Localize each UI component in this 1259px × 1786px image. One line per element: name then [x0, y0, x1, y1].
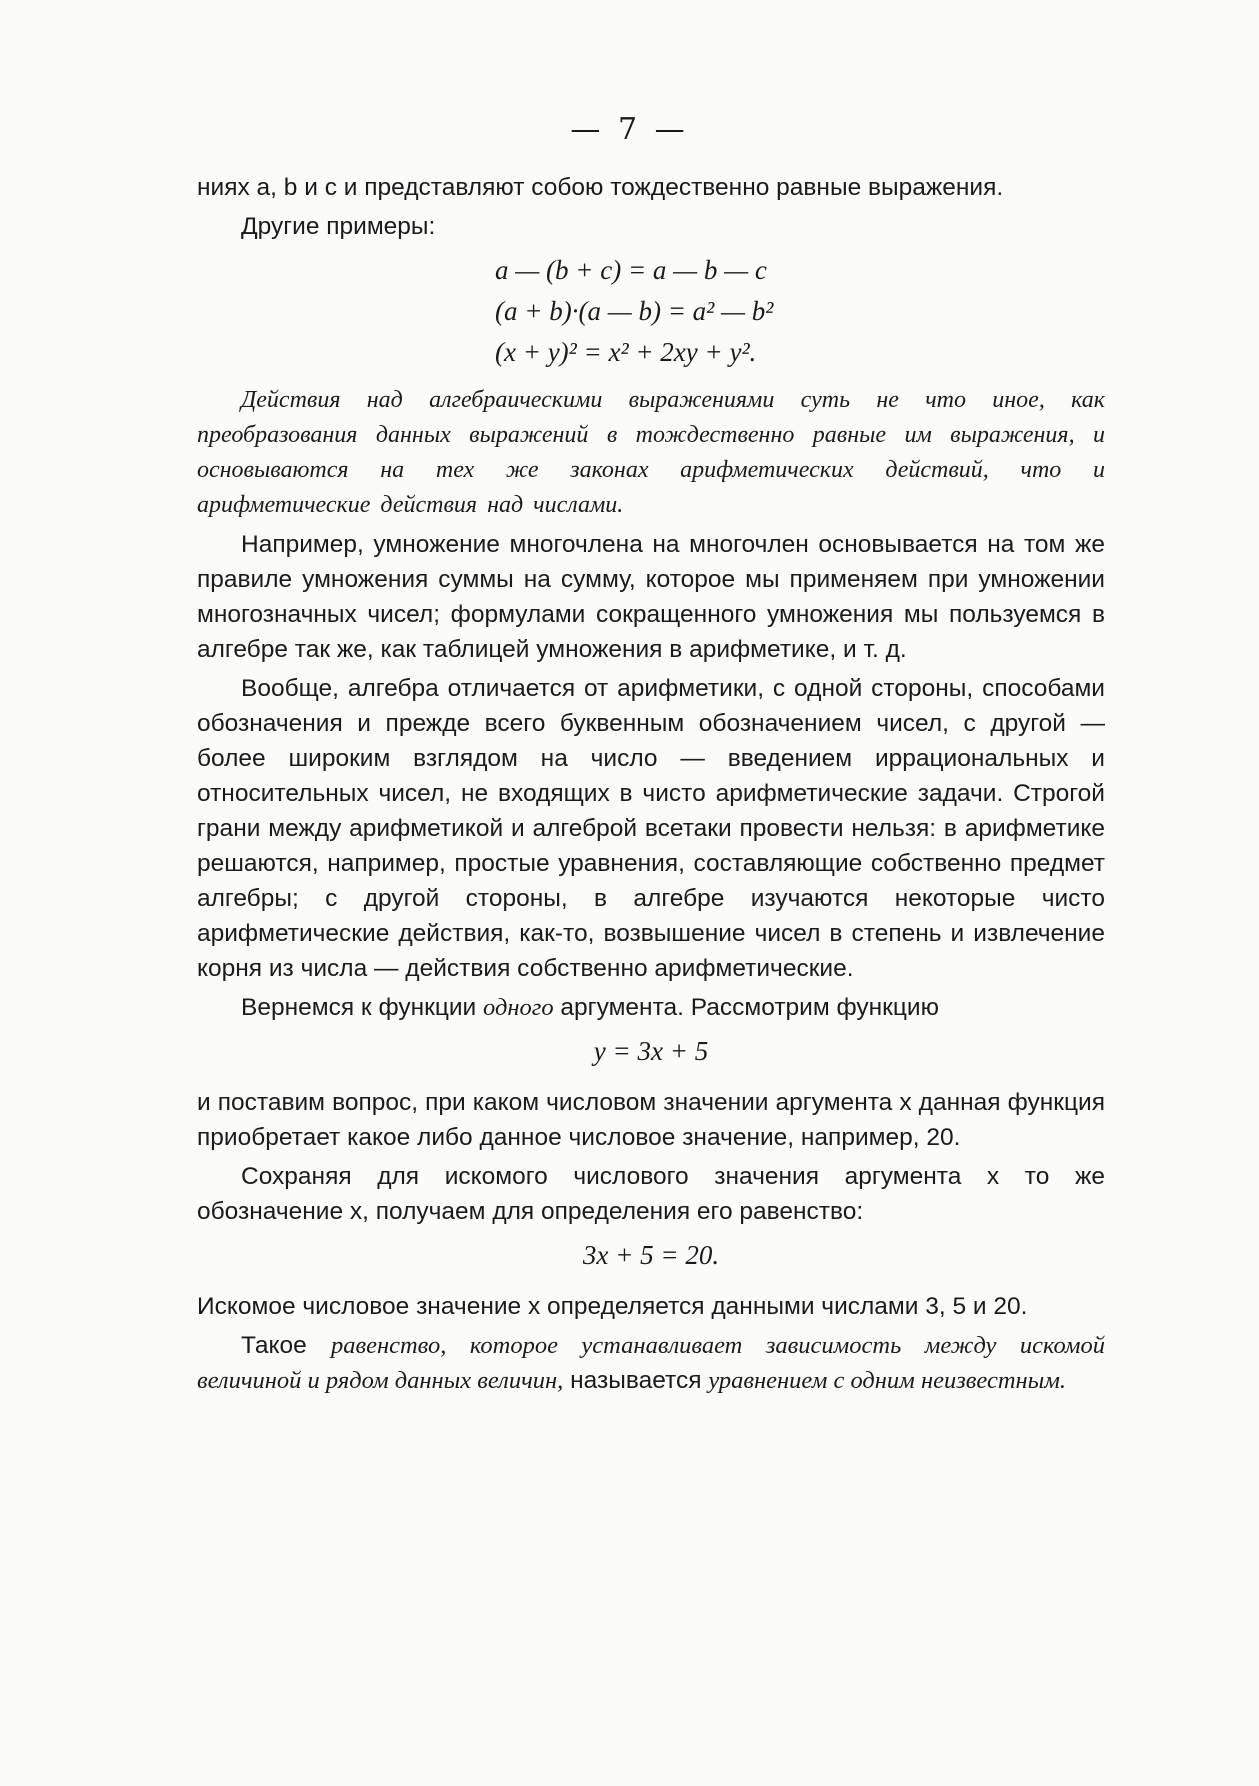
paragraph-9: Искомое числовое значение x определяется данными числами 3, 5 и 20. — [197, 1293, 1028, 1320]
formula-2: (a + b)·(a — b) = a² — b² — [495, 296, 774, 326]
paragraph-6-end: аргумента. Рассмотрим функцию — [560, 994, 939, 1021]
paragraph-6 — [197, 990, 1105, 1025]
formula-1: a — (b + c) = a — b — c — [495, 255, 767, 285]
paragraph-6-italic: одного — [483, 994, 554, 1021]
paragraph-10-mid: называется — [570, 1367, 702, 1394]
paragraph-10 — [197, 1328, 1105, 1398]
formula-3: (x + y)² = x² + 2xy + y². — [495, 337, 757, 367]
formula-5: 3x + 5 = 20. — [582, 1240, 720, 1270]
paragraph-6-start: Вернемся к функции — [241, 994, 477, 1021]
paragraph-4: Например, умножение многочлена на многочлен основывается на том же правиле умножения суммы на сумму, которое мы применяем при умножении многозначных чисел; формулами сокращенного умножения мы пользуемся в алгебре так же, как таблицей умножения в арифметике, и т. д. — [197, 531, 1105, 663]
paragraph-3-italic: Действия над алгебраическими выражениями суть не что иное, как преобразования данных выражений в тождественно равные им выражения, и основываются на тех же законах арифметических действий, что и арифметические действия над числами. — [197, 387, 1105, 518]
paragraph-10-italic: равенство, которое устанавливает зависимость между искомой величиной и рядом данных величин, — [197, 1332, 1105, 1394]
paragraph-2: Другие примеры: — [241, 213, 436, 240]
formula-group-examples — [197, 250, 1105, 373]
paragraph-7: и поставим вопрос, при каком числовом значении аргумента x данная функция приобретает какое либо данное числовое значение, например, 20. — [197, 1089, 1105, 1151]
paragraph-10-end-italic: уравнением с одним неизвестным. — [708, 1367, 1067, 1394]
paragraph-5: Вообще, алгебра отличается от арифметики, с одной стороны, способами обозначения и прежде всего буквенным обозначением чисел, с другой — более широким взглядом на число — введением иррациональных и относительных чисел, не входящих в чисто арифметические задачи. Строгой грани между арифметикой и алгеброй всетаки провести нельзя: в арифметике решаются, например, простые уравнения, составляющие собственно предмет алгебры; с другой стороны, в алгебре изучаются некоторые чисто арифметические действия, как-то, возвышение чисел в степень и извлечение корня из числа — действия собственно арифметические. — [197, 675, 1105, 982]
paragraph-10-start: Такое — [241, 1332, 307, 1359]
page-body — [197, 170, 1105, 1402]
paragraph-8: Сохраняя для искомого числового значения аргумента x то же обозначение x, получаем для определения его равенство: — [197, 1163, 1105, 1225]
formula-4: y = 3x + 5 — [593, 1036, 709, 1066]
page-number: — 7 — — [570, 112, 689, 147]
paragraph-1: ниях a, b и c и представляют собою тождественно равные выражения. — [197, 174, 1004, 201]
